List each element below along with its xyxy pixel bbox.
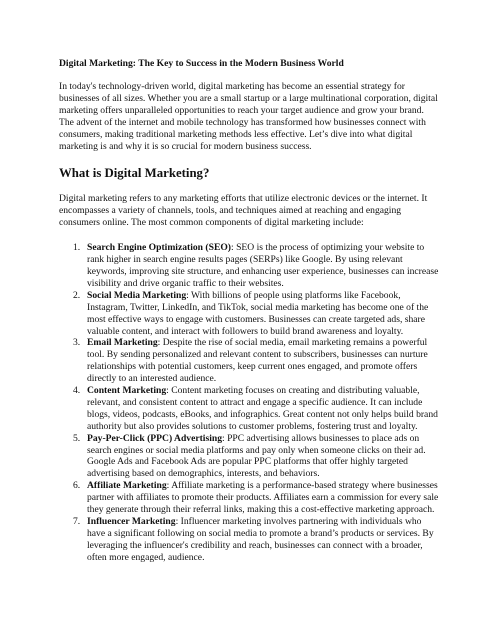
list-item-number: 1. — [73, 242, 81, 254]
list-item-number: 5. — [73, 432, 81, 444]
components-list — [59, 242, 439, 563]
list-item-text: : Content marketing focuses on creating and distributing valuable, relevant, and consistent content to attract and engage a specific audience. It can include blogs, videos, podcasts, eBooks, and infographics. Great content not only helps build brand authority but also provides solutions to customer problems, fostering trust and loyalty. — [87, 385, 438, 432]
document-page — [59, 58, 439, 564]
list-item-term: Social Media Marketing — [87, 289, 187, 301]
list-item-number: 6. — [73, 480, 81, 492]
list-item-text: : PPC advertising allows businesses to place ads on search engines or social media platforms and pay only when someone clicks on their ad. Google Ads and Facebook Ads are popular PPC platforms that offer highly targeted advertising based on demographics, interests, and behaviors. — [87, 432, 426, 480]
document-title: Digital Marketing: The Key to Success in the Modern Business World — [59, 58, 344, 69]
list-item — [59, 385, 439, 433]
list-item-term: Influencer Marketing — [87, 516, 176, 527]
list-item — [59, 516, 439, 564]
list-item-term: Affiliate Marketing — [87, 480, 167, 492]
list-item-text: : Influencer marketing involves partnering with individuals who have a significant following on social media to promote a brand’s products or services. By leveraging the influencer's credibility and reach, businesses can connect with a broader, often more engaged, audience. — [87, 516, 434, 563]
list-item — [59, 242, 439, 290]
list-item-number: 7. — [73, 516, 81, 527]
intro-paragraph: In today's technology-driven world, digital marketing has become an essential strategy for businesses of all sizes. Whether you are a small startup or a large multinational corporation, digital marketing offers unparalleled opportunities to reach your target audience and grow your brand. The advent of the internet and mobile technology has transformed how businesses connect with consumers, making traditional marketing methods less effective. Let’s dive into what digital marketing is and why it is so crucial for modern business success. — [59, 81, 438, 152]
list-item-term: Email Marketing — [87, 337, 158, 349]
list-item-number: 3. — [73, 337, 81, 349]
list-item-term: Pay-Per-Click (PPC) Advertising — [87, 432, 222, 444]
list-item — [59, 290, 439, 338]
section-heading: What is Digital Marketing? — [59, 166, 210, 181]
list-item-term: Content Marketing — [87, 385, 167, 397]
list-item-number: 4. — [73, 385, 81, 397]
list-item — [59, 433, 439, 481]
list-item-number: 2. — [73, 289, 81, 301]
list-item-text: : SEO is the process of optimizing your website to rank higher in search engine results pages (SERPs) like Google. By using relevant keywords, improving site structure, and enhancing user experience, businesses can increase visibility and drive organic traffic to their websites. — [87, 242, 439, 289]
list-item — [59, 337, 439, 385]
list-item-text: : Affiliate marketing is a performance-based strategy where businesses partner with affiliates to promote their products. Affiliates earn a commission for every sale they generate through their referral links, making this a cost-effective marketing approach. — [87, 480, 439, 516]
list-item-text: : Despite the rise of social media, email marketing remains a powerful tool. By sending personalized and relevant content to subscribers, businesses can nurture relationships with potential customers, keep current ones engaged, and promote offers directly to an interested audience. — [87, 337, 428, 385]
list-item-term: Search Engine Optimization (SEO) — [87, 242, 232, 254]
list-item-text: : With billions of people using platforms like Facebook, Instagram, Twitter, LinkedIn, and TikTok, social media marketing has become one of the most effective ways to engage with customers. Businesses can create targeted ads, share valuable content, and interact with followers to build brand awareness and loyalty. — [87, 289, 429, 337]
list-item — [59, 480, 439, 516]
definition-paragraph: Digital marketing refers to any marketing efforts that utilize electronic devices or the internet. It encompasses a variety of channels, tools, and techniques aimed at reaching and engaging consumers online. The most common components of digital marketing include: — [59, 193, 428, 229]
